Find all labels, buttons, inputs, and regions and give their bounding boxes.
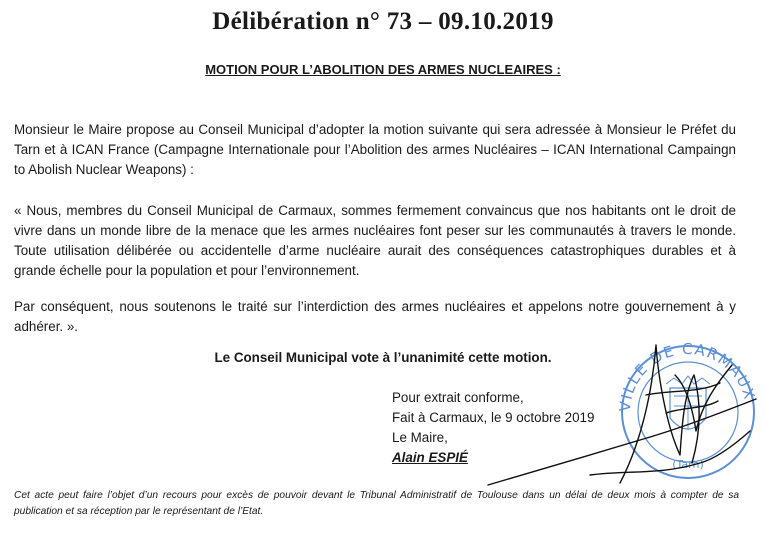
signature-block xyxy=(392,388,632,468)
motion-conclusion-paragraph: Par conséquent, nous soutenons le traité sur l’interdiction des armes nucléaires et appelons notre gouvernement à y adhérer. ». xyxy=(14,299,736,334)
motion-text-paragraph: « Nous, membres du Conseil Municipal de Carmaux, sommes fermement convaincus que nos habitants ont le droit de vivre dans un monde libre de la menace que les armes nucléaires font peser sur les communautés à travers le monde. Toute utilisation délibérée ou accidentelle d’arme nucléaire aurait des conséquences catastrophiques durables et à grande échelle pour la population et pour l’environnement. xyxy=(14,203,736,278)
intro-paragraph: Monsieur le Maire propose au Conseil Municipal d’adopter la motion suivante qui sera adressée à Monsieur le Préfet du Tarn et à ICAN France (Campagne Internationale pour l’Abolition des armes Nucléaires – ICAN International Campaingn to Abolish Nuclear Weapons) : xyxy=(14,122,736,177)
place-date-line: Fait à Carmaux, le 9 octobre 2019 xyxy=(392,410,595,425)
motion-subtitle: MOTION POUR L’ABOLITION DES ARMES NUCLEAIRES : xyxy=(205,62,561,77)
seal-top-text: VILLE DE CARMAUX xyxy=(615,340,759,413)
mayor-title: Le Maire, xyxy=(392,430,448,445)
document-title: Délibération n° 73 – 09.10.2019 xyxy=(212,8,554,35)
certified-extract-line: Pour extrait conforme, xyxy=(392,390,524,405)
mayor-name: Alain ESPIÉ xyxy=(392,450,468,465)
vote-statement: Le Conseil Municipal vote à l’unanimité cette motion. xyxy=(214,350,552,365)
town-seal-stamp xyxy=(608,340,766,480)
seal-bottom-text: (Tarn) xyxy=(672,458,704,471)
legal-appeal-notice: Cet acte peut faire l’objet d’un recours pour excès de pouvoir devant le Tribunal Administratif de Toulouse dans un délai de deux mois à compter de sa publication et sa réception par le représentant de l’Etat. xyxy=(14,490,739,517)
